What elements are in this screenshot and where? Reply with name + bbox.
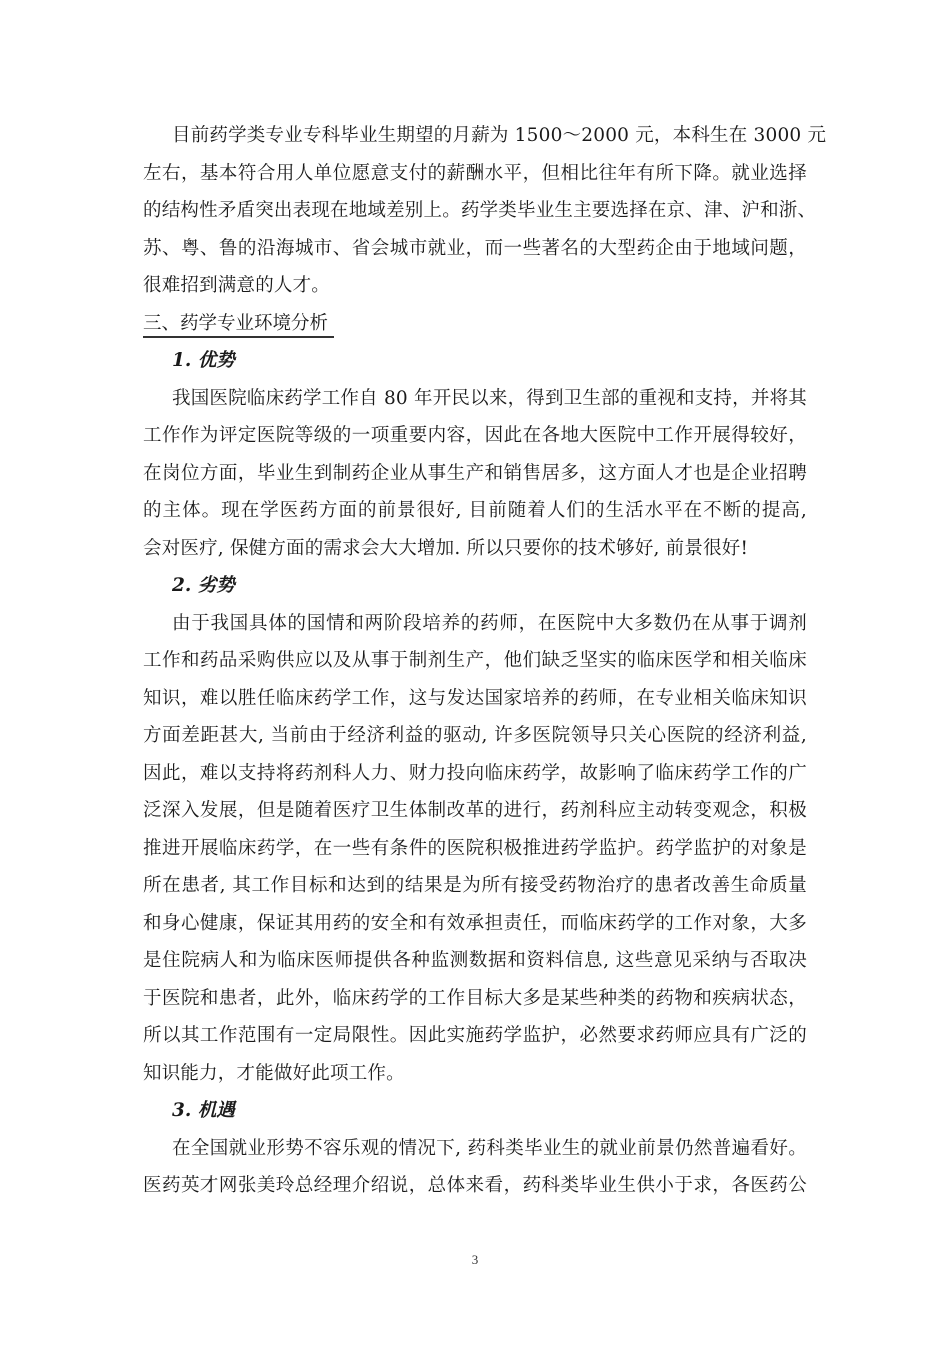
- subheading-weaknesses: 2. 劣势: [172, 575, 235, 596]
- text-line: 泛深入发展，但是随着医疗卫生体制改革的进行，药剂科应主动转变观念，积极: [143, 800, 807, 821]
- text-line: 和身心健康，保证其用药的安全和有效承担责任，而临床药学的工作对象，大多: [143, 912, 807, 934]
- text-line: 知识，难以胜任临床药学工作，这与发达国家培养的药师，在专业相关临床知识: [143, 687, 807, 709]
- text-line: 由于我国具体的国情和两阶段培养的药师，在医院中大多数仍在从事于调剂: [172, 612, 807, 634]
- text-line: 推进开展临床药学，在一些有条件的医院积极推进药学监护。药学监护的对象是: [143, 837, 807, 859]
- paragraph-strengths: [143, 380, 807, 568]
- text-line: 工作和药品采购供应以及从事于制剂生产，他们缺乏坚实的临床医学和相关临床: [143, 650, 807, 671]
- text-line: 左右，基本符合用人单位愿意支付的薪酬水平，但相比往年有所下降。就业选择: [143, 162, 807, 184]
- text-line: 方面差距甚大, 当前由于经济利益的驱动, 许多医院领导只关心医院的经济利益,: [143, 725, 807, 746]
- text-line: 于医院和患者，此外，临床药学的工作目标大多是某些种类的药物和疾病状态，: [143, 987, 807, 1009]
- text-line: 因此，难以支持将药剂科人力、财力投向临床药学，故影响了临床药学工作的广: [143, 762, 807, 784]
- text-line: 很难招到满意的人才。: [143, 275, 331, 296]
- subheading-opportunities: 3. 机遇: [172, 1100, 235, 1121]
- text-line: 知识能力，才能做好此项工作。: [143, 1062, 405, 1084]
- text-line: 在全国就业形势不容乐观的情况下, 药科类毕业生的就业前景仍然普遍看好。: [172, 1137, 807, 1159]
- text-line: 在岗位方面，毕业生到制药企业从事生产和销售居多，这方面人才也是企业招聘: [143, 462, 807, 484]
- text-line: 目前药学类专业专科毕业生期望的月薪为 1500～2000 元，本科生在 3000 元: [172, 125, 827, 146]
- text-line: 会对医疗, 保健方面的需求会大大增加. 所以只要你的技术够好, 前景很好!: [143, 537, 749, 559]
- section-heading: [143, 305, 807, 343]
- subheading-strengths: 1. 优势: [172, 350, 235, 371]
- text-line: 是住院病人和为临床医师提供各种监测数据和资料信息, 这些意见采纳与否取决: [143, 950, 807, 971]
- paragraph-weaknesses: [143, 605, 807, 1093]
- document-body: [143, 117, 827, 1205]
- text-line: 的结构性矛盾突出表现在地域差别上。药学类毕业生主要选择在京、津、沪和浙、: [143, 200, 817, 221]
- text-line: 工作作为评定医院等级的一项重要内容，因此在各地大医院中工作开展得较好，: [143, 425, 807, 446]
- page-number: 3: [471, 1252, 479, 1267]
- text-line: 苏、粤、鲁的沿海城市、省会城市就业，而一些著名的大型药企由于地域问题，: [143, 237, 807, 259]
- paragraph-opportunities: [143, 1130, 807, 1205]
- text-line: 医药英才网张美玲总经理介绍说，总体来看，药科类毕业生供小于求，各医药公: [143, 1175, 807, 1196]
- text-line: 的主体。现在学医药方面的前景很好, 目前随着人们的生活水平在不断的提高,: [143, 500, 807, 521]
- paragraph-salary-expectations: [143, 117, 827, 305]
- section-heading-text: 三、药学专业环境分析: [143, 312, 334, 338]
- text-line: 所以其工作范围有一定局限性。因此实施药学监护，必然要求药师应具有广泛的: [143, 1025, 807, 1046]
- text-line: 所在患者, 其工作目标和达到的结果是为所有接受药物治疗的患者改善生命质量: [143, 875, 807, 896]
- text-line: 我国医院临床药学工作自 80 年开民以来，得到卫生部的重视和支持，并将其: [172, 387, 807, 409]
